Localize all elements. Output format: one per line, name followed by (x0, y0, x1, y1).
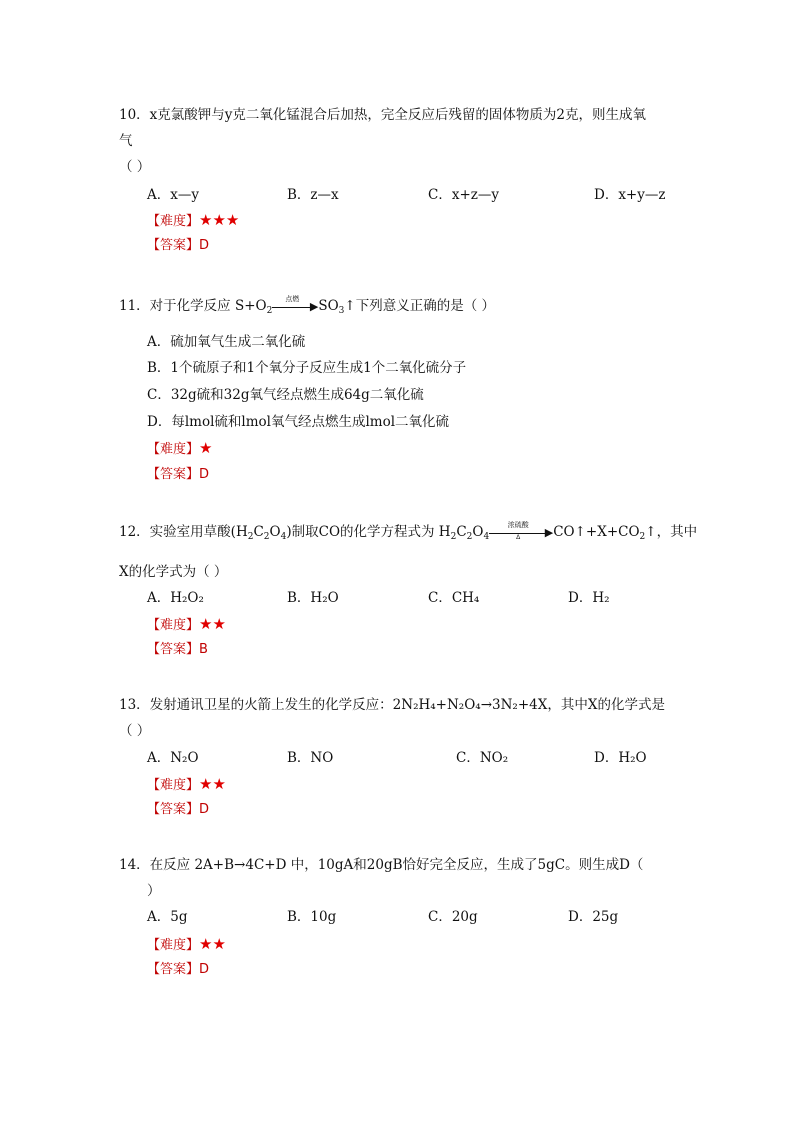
q12-text: ↑，其中 (645, 524, 698, 540)
q10-difficulty (147, 211, 239, 231)
difficulty-label: 【难度】 (147, 442, 200, 457)
q11-sub: 2 (266, 306, 273, 316)
q11-suffix: ↑下列意义正确的是（ ） (344, 298, 496, 314)
q10-stem-cont: 气 (119, 133, 133, 149)
q14-option-b: B．10g (287, 909, 337, 925)
answer-label: 【答案】 (147, 962, 200, 977)
arrow-condition: 浓硫酸 (507, 521, 529, 529)
q12-option-a: A．H₂O₂ (147, 590, 204, 606)
q11-product-sub: 3 (338, 306, 345, 316)
q11-option-c: C．32g硫和32g氧气经点燃生成64g二氧化硫 (147, 387, 424, 403)
q12-answer (147, 641, 208, 659)
q10-option-a: A．x—y (147, 187, 199, 203)
q12-stem (119, 523, 697, 541)
q13-option-a: A．N₂O (147, 750, 199, 766)
q12-option-c: C．CH₄ (428, 590, 480, 606)
q10-paren: （ ） (119, 159, 151, 175)
q12-option-b: B．H₂O (287, 590, 339, 606)
q11-option-d: D．每lmol硫和lmol氧气经点燃生成lmol二氧化硫 (147, 414, 450, 430)
q11-product: SO (318, 298, 339, 314)
difficulty-label: 【难度】 (147, 778, 200, 793)
q13-option-d: D．H₂O (594, 750, 647, 766)
answer-value: B (199, 642, 208, 657)
q12-sub: 4 (483, 532, 490, 542)
q10-option-b: B．z—x (287, 187, 339, 203)
q13-stem: 13．发射通讯卫星的火箭上发生的化学反应：2N₂H₄+N₂O₄→3N₂+4X，其中X的化学式是 (119, 697, 665, 713)
q12-option-d: D．H₂ (568, 590, 610, 606)
q14-option-d: D．25g (568, 909, 619, 925)
q12-text: C (253, 524, 264, 540)
q14-paren: ） (147, 883, 161, 899)
q10-option-c: C．x+z—y (428, 187, 499, 203)
difficulty-label: 【难度】 (147, 938, 200, 953)
q13-difficulty (147, 775, 226, 795)
q11-prefix: 11．对于化学反应 S+O (119, 298, 267, 314)
answer-value: D (199, 467, 210, 482)
answer-value: D (199, 802, 210, 817)
reaction-arrow: 浓硫酸 ▶ Δ (489, 524, 553, 538)
difficulty-stars: ★★ (199, 615, 226, 633)
q12-sub: 2 (466, 532, 473, 542)
q14-answer (147, 961, 209, 979)
answer-value: D (199, 962, 210, 977)
q14-stem: 14．在反应 2A+B→4C+D 中，10gA和20gB恰好完全反应，生成了5gC。则生成D（ (119, 857, 644, 873)
answer-value: D (199, 238, 210, 253)
q14-option-a: A．5g (147, 909, 188, 925)
q12-text: CO↑+X+CO (553, 524, 640, 540)
q12-text: O (269, 524, 281, 540)
arrow-condition: 点燃 (285, 295, 300, 303)
q10-option-d: D．x+y—z (594, 187, 666, 203)
answer-label: 【答案】 (147, 238, 200, 253)
arrow-condition-bottom: Δ (516, 534, 521, 541)
difficulty-label: 【难度】 (147, 618, 200, 633)
q12-sub: 4 (280, 532, 287, 542)
q13-paren: （ ） (119, 723, 151, 739)
answer-label: 【答案】 (147, 467, 200, 482)
q12-prefix: 12．实验室用草酸(H (119, 524, 248, 540)
q14-option-c: C．20g (428, 909, 478, 925)
q12-text: O (472, 524, 484, 540)
answer-label: 【答案】 (147, 802, 200, 817)
difficulty-stars: ★★ (199, 775, 226, 793)
q10-stem: 10．x克氯酸钾与y克二氧化锰混合后加热，完全反应后残留的固体物质为2克，则生成氧 (119, 107, 647, 123)
q11-option-b: B．1个硫原子和1个氧分子反应生成1个二氧化硫分子 (147, 360, 467, 376)
answer-label: 【答案】 (147, 642, 200, 657)
q12-stem-cont: X的化学式为（ ） (119, 564, 228, 580)
difficulty-stars: ★★ (199, 935, 226, 953)
q12-sub: 2 (247, 532, 254, 542)
q14-difficulty (147, 935, 226, 955)
difficulty-stars: ★ (199, 439, 213, 457)
reaction-arrow: 点燃 ▶ (272, 298, 318, 312)
q13-answer (147, 801, 209, 819)
q12-sub: 2 (639, 532, 646, 542)
q13-option-c: C．NO₂ (456, 750, 509, 766)
q12-difficulty (147, 615, 226, 635)
q11-stem (119, 297, 495, 315)
q10-answer (147, 237, 209, 255)
q12-text: )制取CO的化学方程式为 H (286, 524, 451, 540)
q12-sub: 2 (263, 532, 270, 542)
q12-text: C (456, 524, 467, 540)
q11-option-a: A．硫加氧气生成二氧化硫 (147, 334, 306, 350)
q11-difficulty (147, 439, 212, 459)
q11-answer (147, 466, 209, 484)
q13-option-b: B．NO (287, 750, 334, 766)
q12-sub: 2 (450, 532, 457, 542)
difficulty-label: 【难度】 (147, 214, 200, 229)
difficulty-stars: ★★★ (199, 211, 240, 229)
